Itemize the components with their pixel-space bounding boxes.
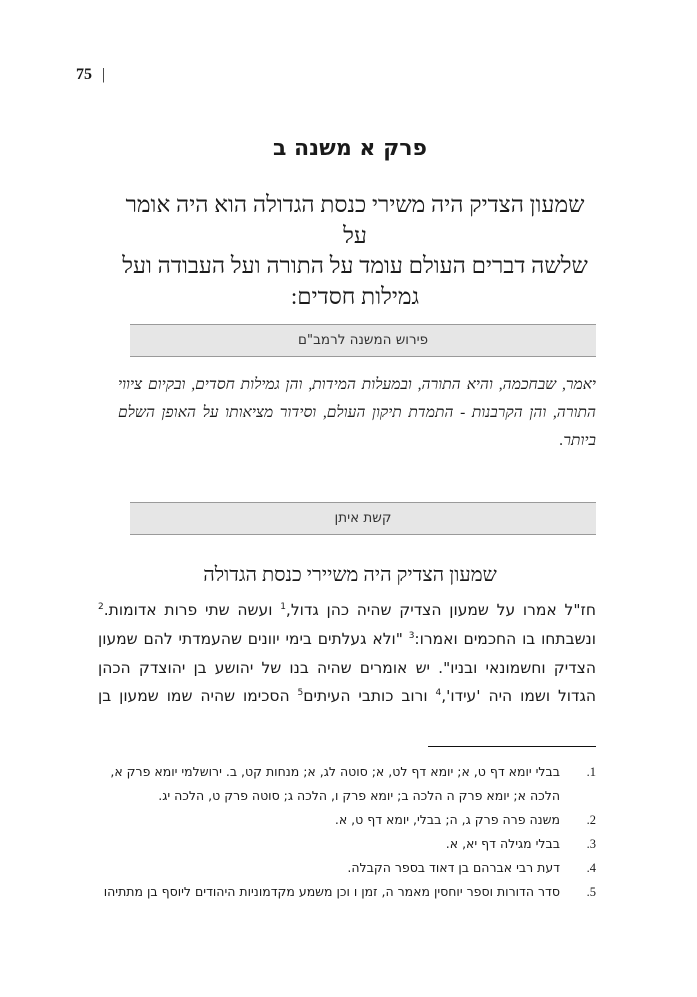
rambam-commentary: יאמר, שבחכמה, והיא התורה, ובמעלות המידות, והן גמילות חסדים, ובקיום ציווי התורה, והן הקרבנות - התמדת תיקון העולם, וסידור מציאותו על האופן השלם ביותר. [118,376,596,449]
footnote-text: בבלי יומא דף ט, א; יומא דף לט, א; סוטה לג, א; מנחות קט, ב. ירושלמי יומא פרק א, הלכה א; יומא פרק ה הלכה ב; יומא פרק ו, הלכה ג; סוטה פרק ט, הלכה יג. [110,764,560,803]
mishnah-text [120,190,590,312]
rambam-section-header: פירוש המשנה לרמב"ם [130,324,596,357]
footnotes [98,760,596,904]
footnote-number: 3. [586,837,596,851]
footnote-text: בבלי מגילה דף יא, א. [445,836,560,851]
footnote [98,760,596,808]
body-segment: ונשבתחו בו החכמים ואמרו: [414,629,596,648]
footnote-ref[interactable]: 5 [297,688,304,699]
footnote-ref[interactable]: 1 [280,601,286,612]
body-segment: הסכימו שהיה שמו שמעון בן [98,687,298,706]
footnote-ref[interactable]: 3 [408,630,415,641]
footnote-text: דעת רבי אברהם בן דאוד בספר הקבלה. [347,860,560,875]
page-number [76,66,105,84]
section-subtitle: שמעון הצדיק היה משיירי כנסת הגדולה [203,564,497,586]
mishnah-line: שמעון הצדיק היה משירי כנסת הגדולה הוא היה אומר על [125,192,585,248]
page-number-text: 75 [76,66,92,83]
footnote [98,880,596,904]
footnote [98,856,596,880]
body-segment: ורוב כותבי העיתים [303,687,436,706]
footnote-ref[interactable]: 2 [98,601,104,612]
body-text [98,596,596,711]
footnote [98,832,596,856]
footnote-number: 5. [586,885,596,899]
footnote-number: 2. [586,813,596,827]
chapter-title: פרק א משנה ב [272,136,427,161]
body-segment: ועשה שתי פרות אדומות. [103,601,281,619]
mishnah-line: גמילות חסדים: [290,283,420,309]
page-number-divider: | [102,66,106,83]
keshet-eitan-section-header: קשת איתן [130,502,596,535]
footnote-text: סדר הדורות וספר יוחסין מאמר ה, זמן ו וכן משמע מקדמוניות היהודים ליוסף בן מתתיהו [103,884,560,899]
body-segment: "ולא געלתים בימי יוונים שהעמדתי להם שמעון הצדיק וחשמונאי ובניו". יש אומרים שהיה בנו של יהושע בן יהוצדק הכהן הגדול ושמו היה 'עידו', [98,629,596,706]
footnote-ref[interactable]: 4 [435,688,442,699]
footnote [98,808,596,832]
footnote-number: 4. [586,861,596,875]
footnote-number: 1. [586,765,596,779]
body-segment: חז"ל אמרו על שמעון הצדיק שהיה כהן גדול, [285,601,596,619]
mishnah-line: שלשה דברים העולם עומד על התורה ועל העבודה ועל [122,253,588,278]
footnote-text: משנה פרה פרק ג, ה; בבלי, יומא דף ט, א. [334,812,560,827]
footnote-separator [428,746,596,747]
